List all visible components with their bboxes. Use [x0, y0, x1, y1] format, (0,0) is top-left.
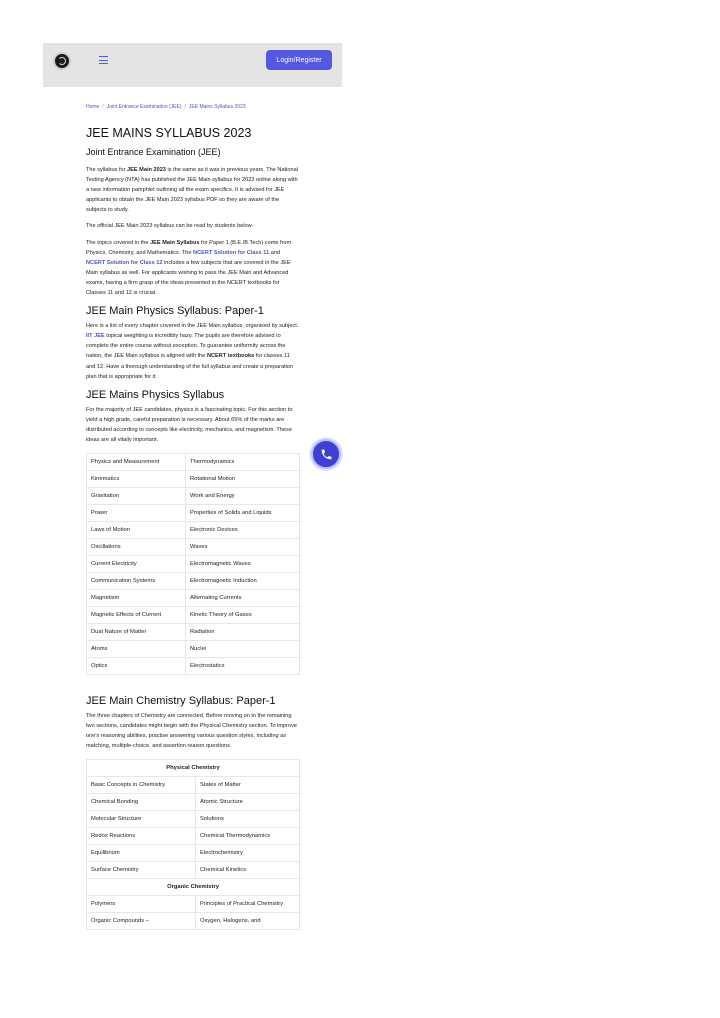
- physics-paper-heading: JEE Main Physics Syllabus: Paper-1: [86, 305, 264, 318]
- table-row: [87, 828, 300, 845]
- table-cell: Atomic Structure: [196, 794, 300, 811]
- page-title: JEE MAINS SYLLABUS 2023: [86, 126, 252, 140]
- table-cell: Gravitation: [87, 488, 186, 505]
- table-cell: Power: [87, 505, 186, 522]
- organic-chemistry-header: Organic Chemistry: [87, 879, 300, 896]
- table-cell: Oxygen, Halogens, and: [196, 913, 300, 930]
- table-cell: Kinematics: [87, 471, 186, 488]
- chemistry-topics-table: [86, 759, 300, 930]
- table-row: [87, 913, 300, 930]
- table-cell: Communication Systems: [87, 573, 186, 590]
- table-cell: Basic Concepts in Chemistry: [87, 777, 196, 794]
- table-cell: Electronic Devices: [186, 522, 300, 539]
- topics-paragraph: The topics covered in the JEE Main Syllabus for Paper 1 (B.E./B.Tech) come from Physics, Chemistry, and Mathematics. The NCERT Solution for Class 11 and NCERT Solution for Class 12 includes a few subjects that are covered in the JEE Main syllabus as well. For applicants wishing to pass the JEE Main and Advanced exams, having a firm grasp of the ideas presented in the NCERT textbooks for Classes 11 and 12 is crucial.: [86, 239, 292, 297]
- physics-syllabus-heading: JEE Mains Physics Syllabus: [86, 388, 225, 401]
- breadcrumb-jee-link[interactable]: Joint Entrance Examination (JEE): [106, 104, 182, 110]
- table-cell: Equilibrium: [87, 845, 196, 862]
- table-row: [87, 471, 300, 488]
- table-cell: Principles of Practical Chemistry: [196, 896, 300, 913]
- table-row: [87, 590, 300, 607]
- breadcrumb: Home / Joint Entrance Examination (JEE) / JEE Mains Syllabus 2023: [86, 104, 246, 110]
- table-cell: Electromagnetic Induction: [186, 573, 300, 590]
- table-cell: Properties of Solids and Liquids: [186, 505, 300, 522]
- ncert-class-12-link[interactable]: NCERT Solution for Class 12: [86, 259, 163, 266]
- table-cell: Laws of Motion: [87, 522, 186, 539]
- table-cell: Dual Nature of Matter: [87, 624, 186, 641]
- table-row: [87, 641, 300, 658]
- article: [86, 126, 299, 930]
- table-cell: Surface Chemistry: [87, 862, 196, 879]
- table-cell: Electrostatics: [186, 658, 300, 675]
- table-cell: Electrochemistry: [196, 845, 300, 862]
- chemistry-paper-heading: JEE Main Chemistry Syllabus: Paper-1: [86, 695, 276, 708]
- ncert-class-11-link[interactable]: NCERT Solution for Class 11: [193, 249, 270, 256]
- table-cell: Atoms: [87, 641, 186, 658]
- table-row: [87, 896, 300, 913]
- table-cell: States of Matter: [196, 777, 300, 794]
- table-cell: Magnetic Effects of Current: [87, 607, 186, 624]
- chapters-paragraph: Here is a list of every chapter covered in the JEE Main syllabus, organised by subject. IIT JEE topical weighting is incredibly hazy. The pupils are therefore advised to complete the entire course without exception. To guarantee uniformity across the nation, the JEE Main syllabus is aligned with the NCERT textbooks for classes 11 and 12. Have a thorough understanding of the full syllabus and create a preparation plan that is appropriate for it.: [86, 323, 299, 380]
- table-row: [87, 556, 300, 573]
- table-cell: Kinetic Theory of Gases: [186, 607, 300, 624]
- table-cell: Thermodynamics: [186, 454, 300, 471]
- table-cell: Chemical Kinetics: [196, 862, 300, 879]
- table-cell: Chemical Thermodynamics: [196, 828, 300, 845]
- table-row: [87, 845, 300, 862]
- page-subtitle: Joint Entrance Examination (JEE): [86, 147, 221, 157]
- table-row: [87, 794, 300, 811]
- table-cell: Optics: [87, 658, 186, 675]
- table-cell: Current Electricity: [87, 556, 186, 573]
- table-row: [87, 760, 300, 777]
- iit-jee-link[interactable]: IIT JEE: [86, 333, 105, 340]
- table-row: [87, 624, 300, 641]
- table-cell: Alternating Currents: [186, 590, 300, 607]
- table-row: [87, 862, 300, 879]
- table-row: [87, 539, 300, 556]
- hamburger-menu-icon[interactable]: [99, 56, 108, 64]
- login-register-button[interactable]: Login/Register: [266, 50, 332, 70]
- table-row: [87, 658, 300, 675]
- table-row: [87, 522, 300, 539]
- physics-topics-table: [86, 453, 300, 675]
- table-cell: Chemical Bonding: [87, 794, 196, 811]
- table-cell: Polymers: [87, 896, 196, 913]
- table-row: [87, 879, 300, 896]
- table-cell: Molecular Structure: [87, 811, 196, 828]
- table-cell: Nuclei: [186, 641, 300, 658]
- phone-call-icon: [320, 448, 333, 461]
- table-cell: Oscillations: [87, 539, 186, 556]
- breadcrumb-current[interactable]: JEE Mains Syllabus 2023: [188, 104, 246, 110]
- table-cell: Electromagnetic Waves: [186, 556, 300, 573]
- table-cell: Work and Energy: [186, 488, 300, 505]
- breadcrumb-home-link[interactable]: Home: [86, 104, 100, 110]
- table-cell: Waves: [186, 539, 300, 556]
- table-row: [87, 505, 300, 522]
- table-cell: Physics and Measurement: [87, 454, 186, 471]
- table-cell: Radiation: [186, 624, 300, 641]
- table-row: [87, 573, 300, 590]
- table-cell: Magnetism: [87, 590, 186, 607]
- table-row: [87, 607, 300, 624]
- table-cell: Organic Compounds –: [87, 913, 196, 930]
- table-row: [87, 811, 300, 828]
- syllabus-read-paragraph: The official JEE Main 2023 syllabus can be read by students below-: [86, 223, 254, 230]
- brand-logo-icon[interactable]: [53, 52, 71, 70]
- table-row: [87, 488, 300, 505]
- table-cell: Rotational Motion: [186, 471, 300, 488]
- table-cell: Redox Reactions: [87, 828, 196, 845]
- chemistry-paragraph: The three chapters of Chemistry are connected. Before moving on to the remaining two sections, candidates might begin with the Physical Chemistry section. To improve one's reasoning abilities, practise answering various question styles, including as matching, multiple-choice, and assertion reason questions.: [86, 713, 298, 750]
- physics-paragraph: For the majority of JEE candidates, physics is a fascinating topic. For this section to yield a high grade, careful preparation is necessary. About 65% of the marks are distributed according to concepts like electricity, mechanics, and magnetism. These ideas are all vitally important.: [86, 406, 293, 443]
- physical-chemistry-header: Physical Chemistry: [87, 760, 300, 777]
- call-button[interactable]: [311, 439, 341, 469]
- intro-paragraph: The syllabus for JEE Main 2023 is the same as it was in previous years. The National Testing Agency (NTA) has published the JEE Main syllabus for 2023 online along with a new information pamphlet outlining all the exam specifics. It is advised for JEE applicants to obtain the JEE Main 2023 syllabus PDF so they are aware of the subjects to study.: [86, 167, 298, 214]
- table-row: [87, 777, 300, 794]
- table-cell: Solutions: [196, 811, 300, 828]
- site-header: [43, 43, 342, 87]
- table-row: [87, 454, 300, 471]
